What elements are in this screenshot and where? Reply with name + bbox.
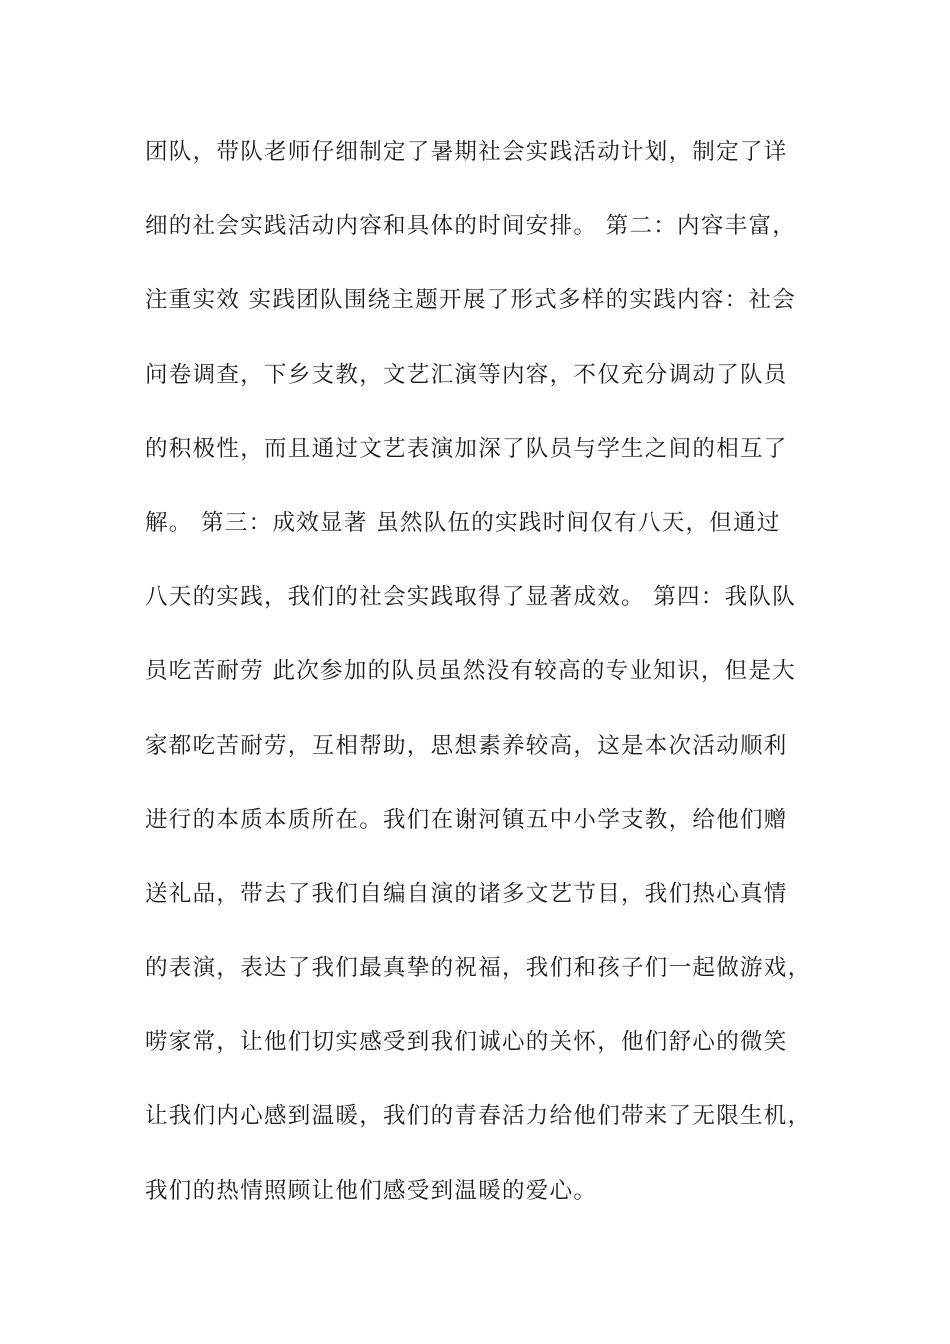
body-text [145, 129, 835, 1242]
text-line: 员吃苦耐劳 此次参加的队员虽然没有较高的专业知识，但是大 [145, 658, 797, 685]
text-line: 送礼品，带去了我们自编自演的诸多文艺节目，我们热心真情 [145, 880, 788, 907]
text-line: 让我们内心感到温暖，我们的青春活力给他们带来了无限生机， [145, 1103, 812, 1130]
text-line: 我们的热情照顾让他们感受到温暖的爱心。 [145, 1177, 598, 1204]
text-line: 注重实效 实践团队围绕主题开展了形式多样的实践内容：社会 [145, 287, 797, 314]
text-line: 的积极性，而且通过文艺表演加深了队员与学生之间的相互了 [145, 435, 788, 462]
text-line: 问卷调查，下乡支教，文艺汇演等内容，不仅充分调动了队员 [145, 361, 788, 388]
text-line: 家都吃苦耐劳，互相帮助，思想素养较高，这是本次活动顺利 [145, 732, 788, 759]
text-line: 解。 第三：成效显著 虽然队伍的实践时间仅有八天，但通过 [145, 509, 781, 536]
text-line: 细的社会实践活动内容和具体的时间安排。 第二：内容丰富， [145, 213, 797, 240]
text-line: 唠家常，让他们切实感受到我们诚心的关怀，他们舒心的微笑 [145, 1029, 788, 1056]
text-line: 八天的实践，我们的社会实践取得了显著成效。 第四：我队队 [145, 584, 797, 611]
text-line: 进行的本质本质所在。我们在谢河镇五中小学支教，给他们赠 [145, 806, 788, 833]
text-line: 的表演，表达了我们最真挚的祝福，我们和孩子们一起做游戏， [145, 955, 812, 982]
text-line: 团队，带队老师仔细制定了暑期社会实践活动计划，制定了详 [145, 139, 788, 165]
